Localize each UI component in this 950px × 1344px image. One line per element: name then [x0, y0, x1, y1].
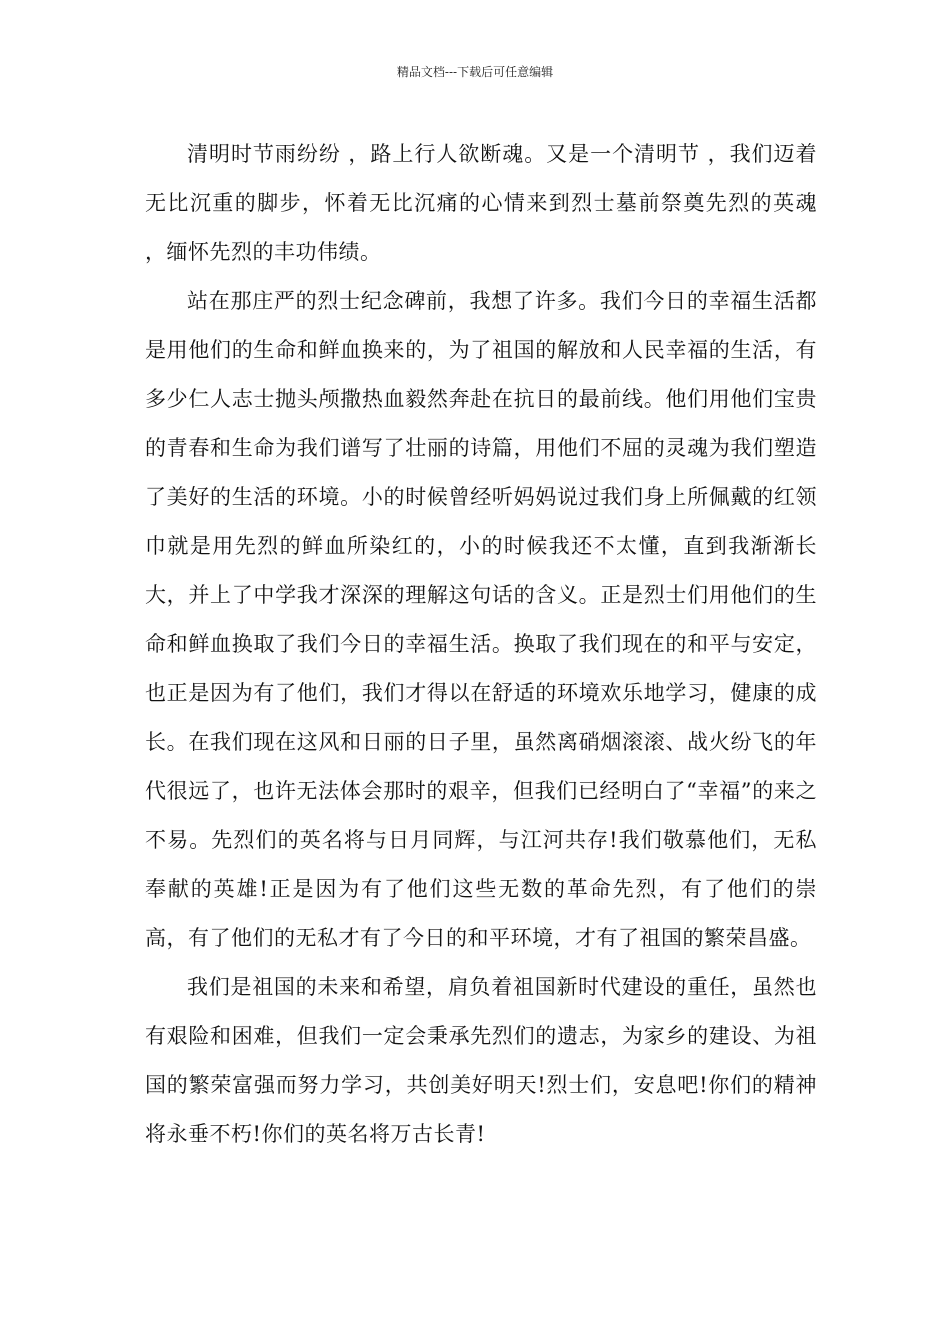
paragraph-3: 我们是祖国的未来和希望，肩负着祖国新时代建设的重任，虽然也有艰险和困难，但我们一定会秉承先烈们的遗志，为家乡的建设、为祖国的繁荣富强而努力学习，共创美好明天!烈士们，安息吧!你们的精神将永垂不朽!你们的英名将万古长青!: [145, 975, 817, 1146]
paragraph-1: 清明时节雨纷纷 ，路上行人欲断魂。又是一个清明节 ，我们迈着无比沉重的脚步，怀着无比沉痛的心情来到烈士墓前祭奠先烈的英魂 ，缅怀先烈的丰功伟绩。: [145, 142, 817, 264]
document-body: [145, 130, 817, 1159]
paragraph-2: 站在那庄严的烈士纪念碑前，我想了许多。我们今日的幸福生活都是用他们的生命和鲜血换来的，为了祖国的解放和人民幸福的生活，有多少仁人志士抛头颅撒热血毅然奔赴在抗日的最前线。他们用他们宝贵的青春和生命为我们谱写了壮丽的诗篇，用他们不屈的灵魂为我们塑造了美好的生活的环境。小的时候曾经听妈妈说过我们身上所佩戴的红领巾就是用先烈的鲜血所染红的，小的时候我还不太懂，直到我渐渐长大，并上了中学我才深深的理解这句话的含义。正是烈士们用他们的生命和鲜血换取了我们今日的幸福生活。换取了我们现在的和平与安定，也正是因为有了他们，我们才得以在舒适的环境欢乐地学习，健康的成长。在我们现在这风和日丽的日子里，虽然离硝烟滚滚、战火纷飞的年代很远了，也许无法体会那时的艰辛，但我们已经明白了“幸福”的来之不易。先烈们的英名将与日月同辉，与江河共存!我们敬慕他们，无私奉献的英雄!正是因为有了他们这些无数的革命先烈，有了他们的崇高，有了他们的无私才有了今日的和平环境，才有了祖国的繁荣昌盛。: [145, 289, 817, 950]
page-header: 精品文档---下载后可任意编辑: [396, 65, 554, 79]
